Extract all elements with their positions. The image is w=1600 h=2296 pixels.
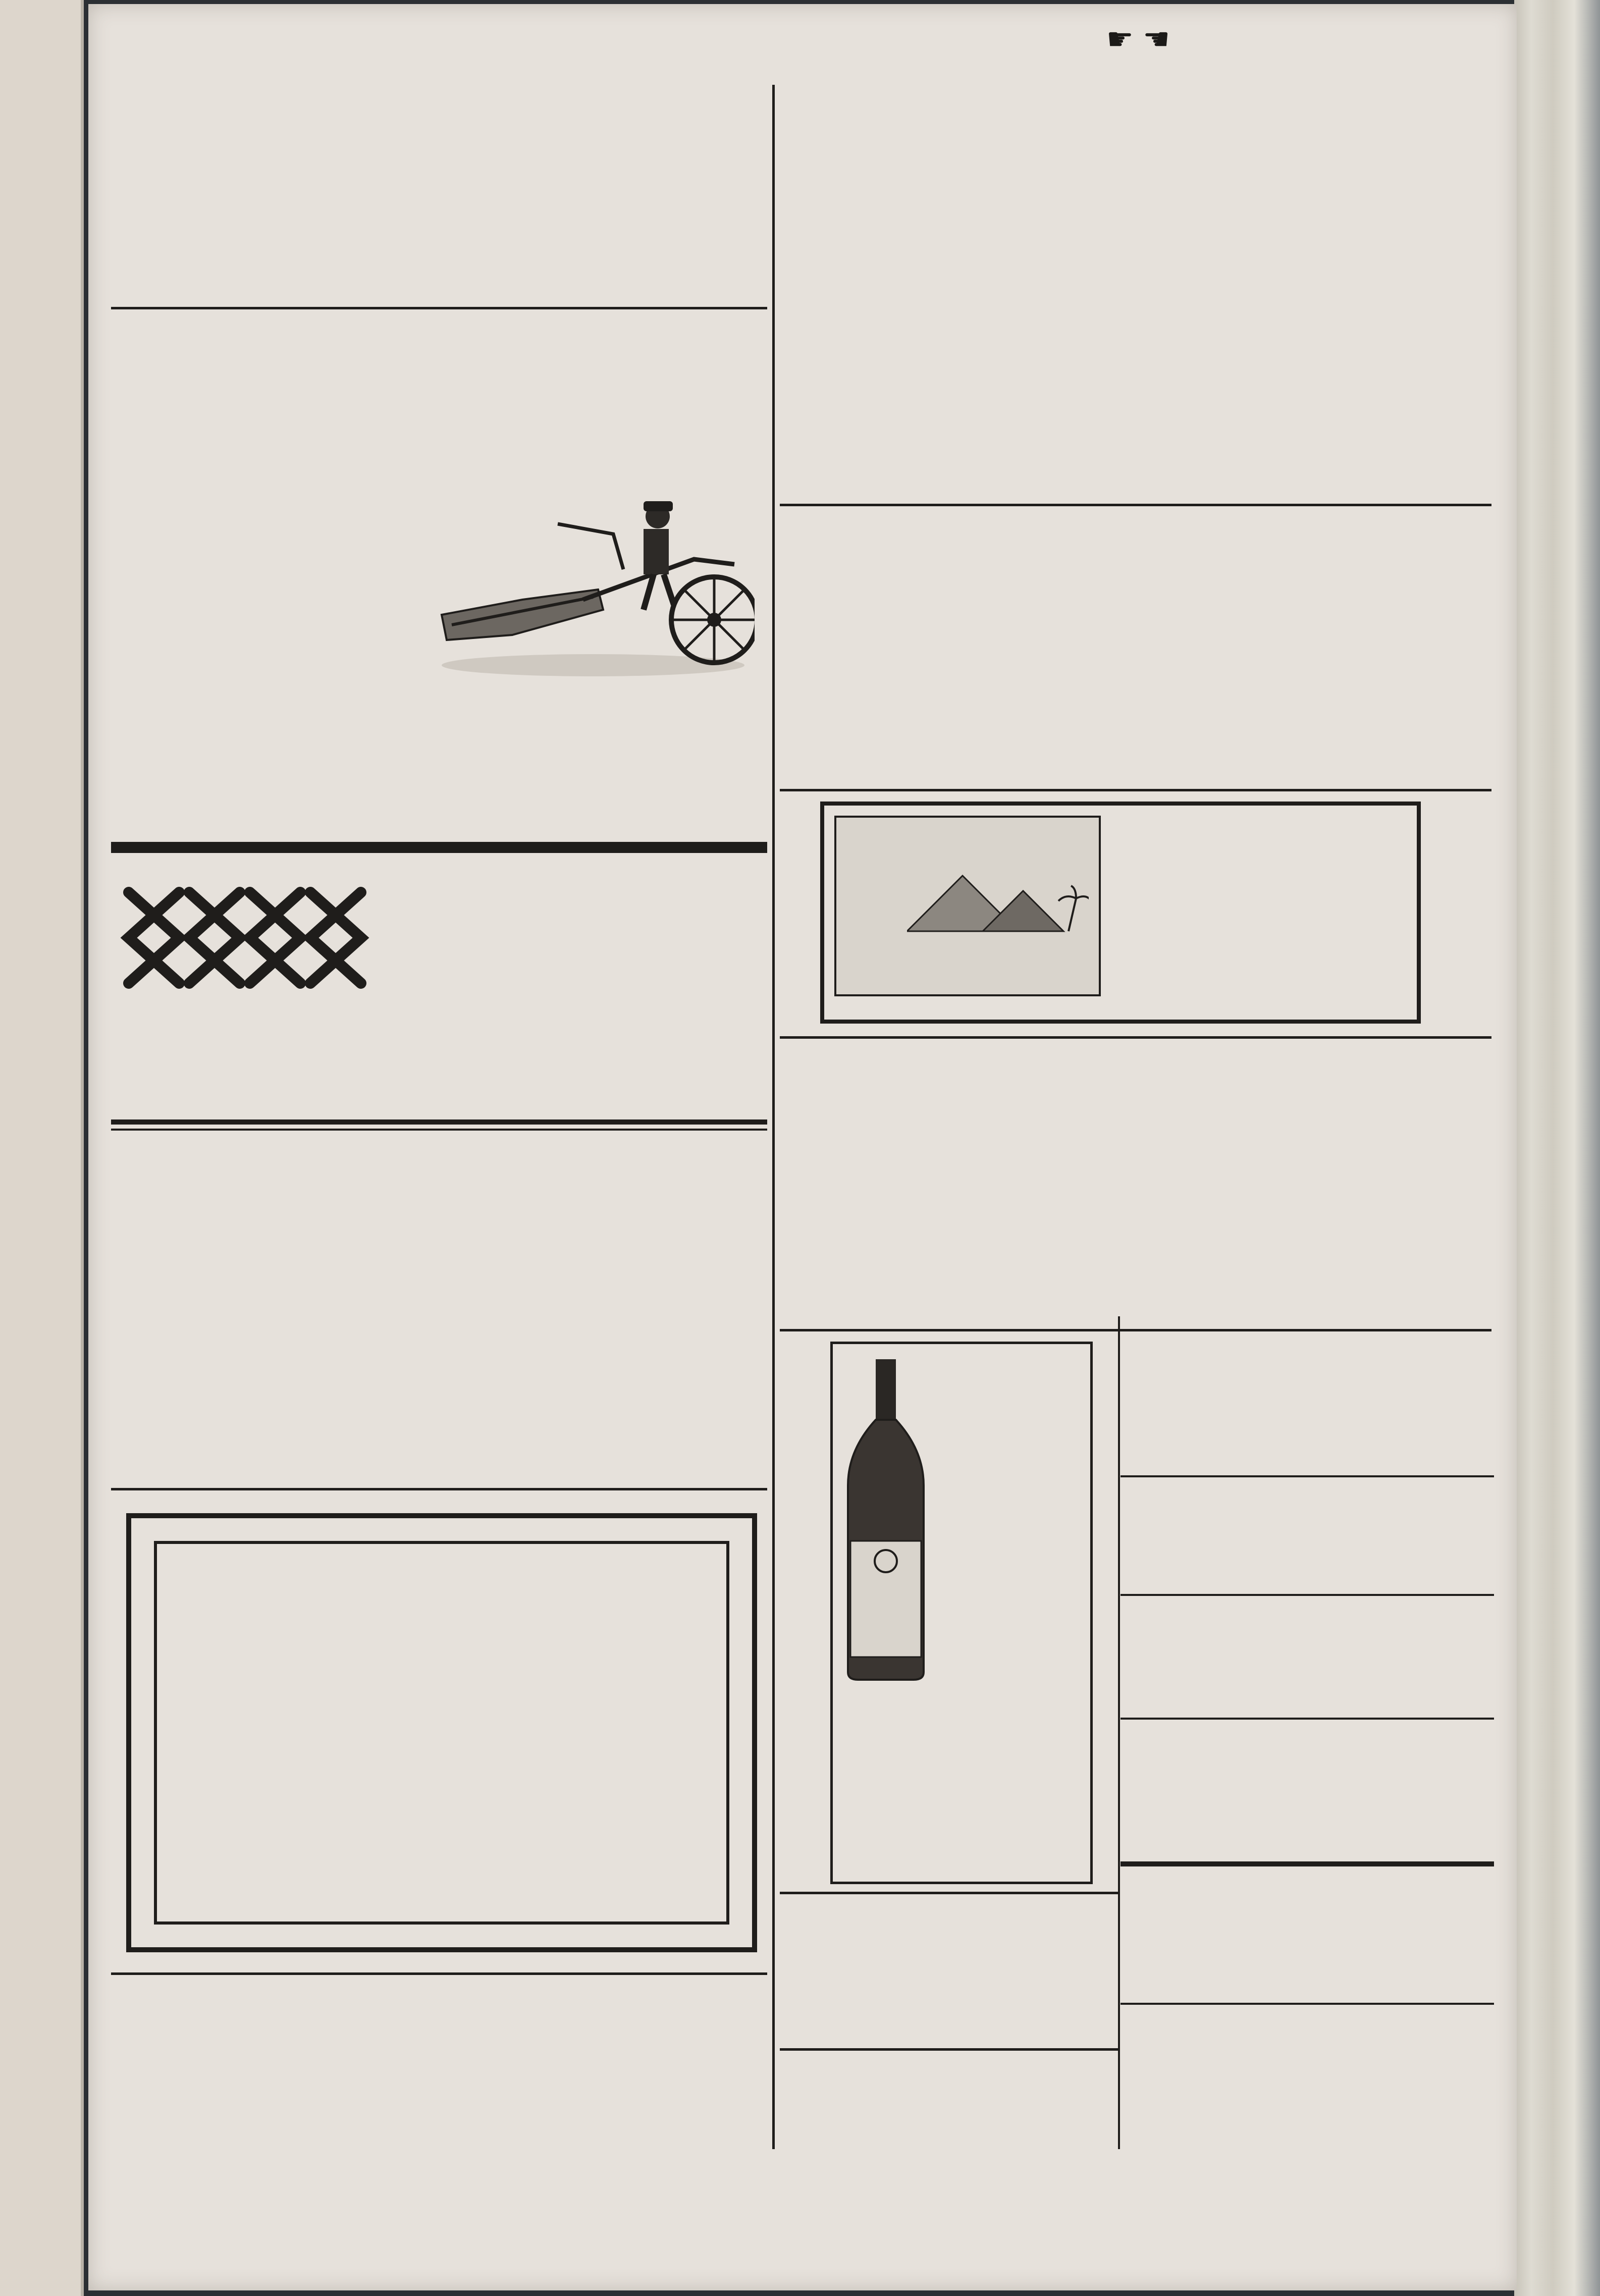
ad-lack: [119, 1135, 765, 1488]
pointing-hand-left-icon: ☚: [1143, 22, 1170, 57]
ad-radfahrerclub: [119, 24, 765, 307]
divider: [1121, 1594, 1494, 1596]
ad-total-ausverkauf: [785, 19, 1491, 504]
book-edge: [1514, 0, 1600, 2296]
ad-macks: [820, 802, 1421, 1024]
brand-maker: [939, 1373, 1083, 1420]
ad-ausverkauf: [785, 1041, 1491, 1324]
divider: [111, 1972, 767, 1975]
ad-wohnung3: [1126, 2005, 1494, 2137]
ad-blaess: [119, 317, 765, 837]
divider: [780, 2048, 1118, 2051]
ad-kaffee: [785, 1899, 1118, 2051]
thick-divider: [1121, 1861, 1494, 1866]
divider: [111, 1488, 767, 1490]
wire-mesh-illustration: [119, 872, 401, 1003]
wohnung3-row: [1126, 2005, 1494, 2027]
macks-logo-panel: [834, 816, 1101, 996]
divider: [1121, 2003, 1494, 2005]
brand-place: [939, 1373, 1083, 1420]
subcolumn-rule: [1118, 1316, 1120, 2149]
ad-draht: [119, 862, 765, 1125]
divider: [780, 789, 1491, 791]
mower-illustration: [432, 494, 755, 685]
brand-product: [939, 1373, 1083, 1420]
brand-name: [939, 1373, 1083, 1420]
taschenuhren-row: [785, 19, 1491, 60]
divider: [1121, 1718, 1494, 1720]
ad-eroeffnung: [785, 511, 1491, 784]
ad-zahn: [164, 1579, 719, 1922]
ad-wohnung1: [1126, 1596, 1494, 1713]
column-rule: [772, 85, 775, 2149]
divider: [780, 1892, 1118, 1894]
ad-zimmer1: [1126, 1723, 1494, 1854]
ad-wohnung2: [1126, 1872, 1494, 2003]
previous-page-strip: [0, 0, 84, 2296]
kinderwagen-row: [1126, 1331, 1494, 1354]
bottle-illustration: [838, 1359, 934, 1682]
divider: [111, 307, 767, 309]
previous-page-text: [0, 0, 81, 30]
ad-kinderwagen: [1126, 1331, 1494, 1478]
ad-radfahrer: [119, 1980, 765, 2152]
thick-divider: [111, 842, 767, 853]
pyramid-icon: [907, 873, 1089, 934]
ad-scheuerplatz: [1126, 1480, 1494, 1596]
divider: [1121, 1475, 1494, 1477]
ad-zimmer2: [785, 2053, 1118, 2154]
ad-cognac: [830, 1342, 1093, 1884]
thin-divider: [111, 1129, 767, 1131]
newspaper-page: [88, 4, 1517, 2290]
thick-divider: [111, 1119, 767, 1125]
brand-block: [939, 1373, 1083, 1420]
pointing-hand-right-icon: ☛: [1106, 22, 1134, 57]
divider: [780, 1036, 1491, 1039]
divider: [780, 504, 1491, 506]
